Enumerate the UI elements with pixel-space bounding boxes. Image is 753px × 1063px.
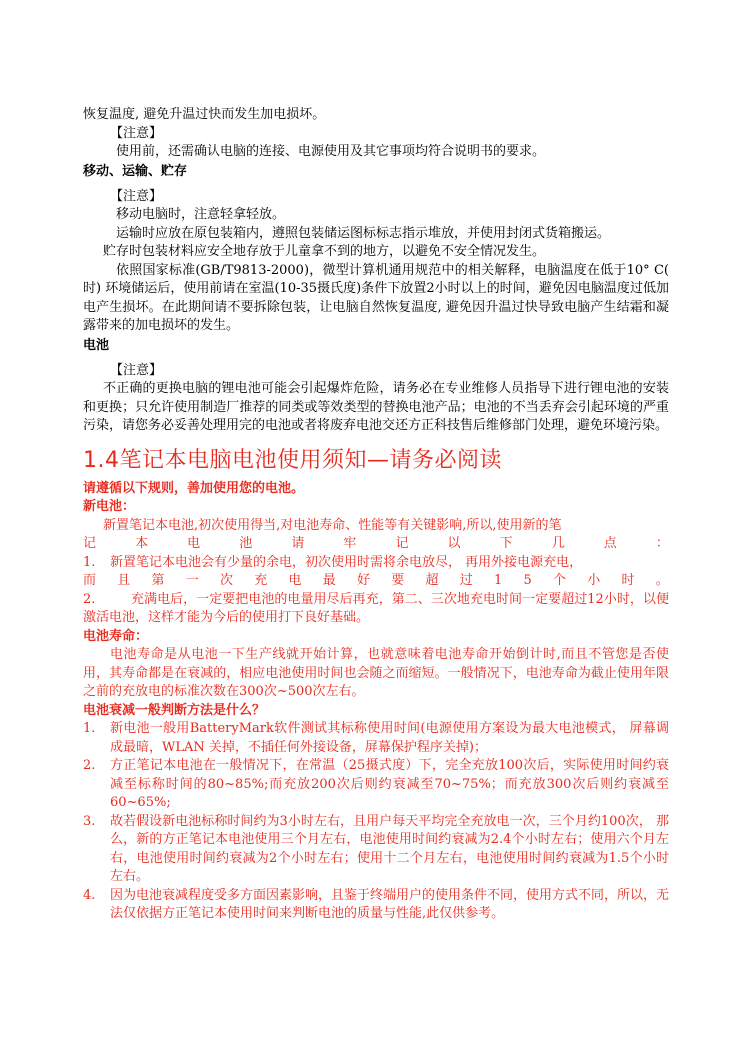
spread-char: 本 (135, 536, 149, 551)
item-number: 2. (83, 758, 96, 773)
new-battery-spread-line (83, 572, 669, 591)
spread-char: 次 (220, 573, 234, 588)
transport-line-1: 移动电脑时，注意轻拿轻放。 (116, 207, 286, 222)
spread-char: 牢 (343, 536, 357, 551)
transport-line-4: 依照国家标准(GB/T9813-2000)，微型计算机通用规范中的相关解释，电脑温度在低于10° C( 时) 环境储运后，使用前请在室温(10-35摄氏度)条件下放置2小时以上的时间，避免因电脑温度过低加电产生损坏。在此期间请不要拆除包装，让电脑自然恢复温度, 避免因升温过快导致电脑产生结霜和凝露带来的加电损坏的发生。 (83, 262, 669, 333)
item-text: 新置笔记本电池会有少量的余电，初次使用时需将余电放尽， 再用外接电源充电， (110, 554, 583, 570)
battery-heading: 电池 (83, 337, 110, 353)
item-number: 3. (83, 813, 96, 829)
transport-line-3: 贮存时包装材料应安全地存放于儿童拿不到的地方，以避免不安全情况发生。 (103, 244, 546, 259)
item-text: 故若假设新电池标称时间约为3小时左右，且用户每天平均完全充放电一次，三个月约100次， 那么，新的方正笔记本电池使用三个月左右，电池使用时间约衰减为2.4个小时左右；使用六个月左右，电池使用时间约衰减为2个小时左右；使用十二个月左右，电池使用时间约衰减为1.5个小时左右。 (110, 813, 669, 884)
item-number: 2. (83, 591, 96, 607)
spread-char: 一 (185, 573, 199, 588)
document-content (83, 106, 669, 924)
spread-char: 下 (499, 536, 513, 551)
spread-char: 以 (447, 536, 461, 551)
battery-life-heading: 电池寿命： (83, 628, 149, 644)
spread-char: 请 (291, 536, 305, 551)
battery-warning-text: 不正确的更换电脑的锂电池可能会引起爆炸危险，请务必在专业维修人员指导下进行锂电池的安装和更换；只允许使用制造厂推荐的同类或等效类型的替换电池产品；电池的不当丢弃会引起环境的严重污染，请您务必妥善处理用完的电池或者将废弃电池交还方正科技售后维修部门处理，避免环境污染。 (83, 381, 669, 433)
spread-char: 个 (553, 573, 567, 588)
spread-char: 点 (603, 536, 617, 551)
spread-char: 5 (523, 573, 532, 588)
decay-list-item (83, 720, 669, 757)
spread-char: 记 (395, 536, 409, 551)
battery-decay-heading: 电池衰减一般判断方法是什么？ (83, 702, 266, 718)
new-battery-item-2-text: 充满电后，一定要把电池的电量用尽后再充，第二、三次地充电时间一定要超过12小时，以便激活电池，这样才能为今后的使用打下良好基础。 (83, 591, 669, 625)
transport-note-label: 【注意】 (110, 188, 163, 204)
new-battery-text: 新置笔记本电池,初次使用得当,对电池寿命、性能等有关键影响,所以,使用新的笔 (103, 517, 562, 533)
spread-char: 几 (551, 536, 565, 551)
battery-guide-intro: 请遵循以下规则，善加使用您的电池。 (83, 480, 305, 496)
new-battery-spread-line (83, 535, 669, 554)
item-number: 1. (83, 721, 96, 736)
transport-line-2: 运输时应放在原包装箱内，遵照包装储运图标标志指示堆放，并使用封闭式货箱搬运。 (116, 225, 611, 241)
decay-list-item (83, 757, 669, 813)
item-text: 新电池一般用BatteryMark软件测试其标称使用时间(电源使用方案设为最大电池模式， 屏幕调成最暗，WLAN 关掉，不插任何外接设备，屏幕保护程序关掉)； (110, 721, 669, 755)
spread-char: 超 (425, 573, 439, 588)
item-number: 4. (83, 887, 96, 903)
spread-char: 1 (494, 573, 503, 588)
spread-char: 。 (655, 573, 669, 588)
spread-char: 最 (322, 573, 336, 588)
new-battery-heading: 新电池： (83, 499, 136, 514)
decay-list-item (83, 887, 669, 924)
battery-guide-title: 1.4笔记本电脑电池使用须知—请务必阅读 (83, 447, 502, 473)
new-battery-item-1 (83, 554, 669, 573)
item-text: 方正笔记本电池在一般情况下，在常温（25摄式度）下，完全充放100次后，实际使用时间约衰减至标称时间的80~85%;而充放200次后则约衰减至70~75%；而充放300次后则约衰减至60~65%; (110, 758, 669, 810)
item-text: 因为电池衰减程度受多方面因素影响，且鉴于终端用户的使用条件不同，使用方式不同，所以，无法仅依据方正笔记本使用时间来判断电池的质量与性能,此仅供参考。 (110, 887, 670, 921)
battery-note-label: 【注意】 (110, 362, 163, 378)
transport-heading: 移动、运输、贮存 (83, 163, 188, 179)
spread-char: 小 (587, 573, 601, 588)
spread-char: 要 (391, 573, 405, 588)
spread-char: ： (655, 536, 669, 551)
spread-char: 池 (239, 536, 253, 551)
battery-decay-list (83, 720, 669, 924)
decay-list-item (83, 813, 669, 887)
spread-char: 好 (357, 573, 371, 588)
storage-note-label: 【注意】 (110, 125, 163, 141)
spread-char: 电 (187, 536, 201, 551)
item-number: 1. (83, 554, 96, 570)
storage-note-text: 使用前，还需确认电脑的连接、电源使用及其它事项均符合说明书的要求。 (116, 144, 546, 159)
spread-char: 且 (117, 573, 131, 588)
battery-life-text: 电池寿命是从电池一下生产线就开始计算，也就意味着电池寿命开始倒计时,而且不管您是否使用，其寿命都是在衰减的，相应电池使用时间也会随之而缩短。一般情况下，电池寿命为截止使用年限之前的充放电的标准次数在300次~500次左右。 (83, 647, 669, 699)
spread-char: 第 (151, 573, 165, 588)
spread-char: 充 (254, 573, 268, 588)
storage-intro-tail: 恢复温度, 避免升温过快而发生加电损坏。 (83, 107, 326, 122)
spread-char: 时 (621, 573, 635, 588)
spread-char: 记 (83, 536, 97, 551)
spread-char: 而 (83, 573, 97, 588)
spread-char: 电 (288, 573, 302, 588)
spread-char: 过 (459, 573, 473, 588)
